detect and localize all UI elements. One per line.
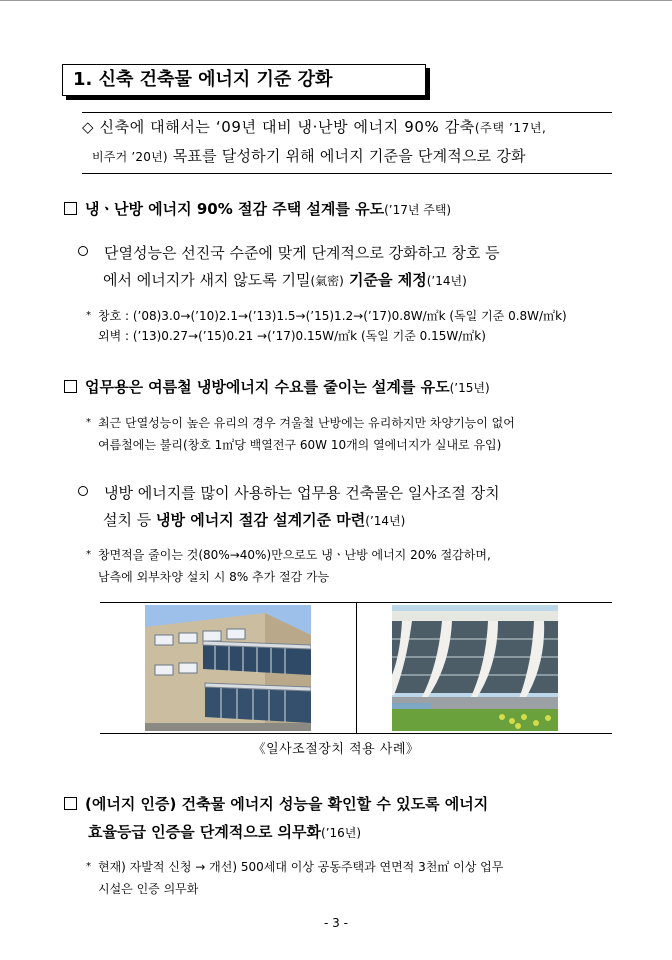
summary-box	[82, 112, 612, 174]
square-bullet-icon	[64, 202, 77, 215]
item1-heading	[64, 198, 451, 219]
item2-heading	[64, 376, 490, 397]
summary-line-2	[82, 142, 612, 171]
page-number: - 3 -	[324, 916, 348, 930]
summary-text-1b: (주택 ’17년,	[474, 121, 547, 135]
circle-bullet-icon	[78, 246, 88, 256]
item2-sub	[78, 480, 500, 535]
item1-sub	[78, 240, 500, 295]
summary-text-1: 신축에 대해서는 ‘09년 대비 냉·난방 에너지 90% 감축	[99, 118, 475, 136]
item2-note	[86, 412, 515, 456]
item3-heading	[64, 790, 488, 847]
circle-bullet-icon	[78, 486, 88, 496]
top-rule	[0, 0, 672, 1]
note-mark-icon: *	[86, 310, 91, 321]
item2-note2	[86, 544, 491, 588]
item2-sub-line1: 냉방 에너지를 많이 사용하는 업무용 건축물은 일사조절 장치	[78, 480, 500, 507]
item1-note-line1: * 창호 : (’08)3.0→(’10)2.1→(’13)1.5→(’15)1.2→(’17)0.8W/㎡k (독일 기준 0.8W/㎡k)	[86, 306, 567, 326]
example-photos	[100, 602, 612, 734]
summary-line-1	[82, 113, 612, 142]
item1-heading-text: 냉ㆍ난방 에너지 90% 절감 주택 설계를 유도	[85, 200, 385, 218]
item2-heading-text: 업무용은 여름철 냉방에너지 수요를 줄이는 설계를 유도	[85, 378, 450, 396]
item1-note-line2: 외벽 : (’13)0.27→(’15)0.21 →(’17)0.15W/㎡k (독일 기준 0.15W/㎡k)	[98, 329, 486, 343]
section-title: 1. 신축 건축물 에너지 기준 강화	[73, 69, 333, 90]
note-mark-icon: *	[86, 549, 91, 560]
item2-note2-line1: * 창면적을 줄이는 것(80%→40%)만으로도 냉ㆍ난방 에너지 20% 절감하며,	[86, 544, 491, 566]
item3-note-line1: * 현재) 자발적 신청 → 개선) 500세대 이상 공동주택과 연면적 3천㎡ 이상 업무	[86, 856, 503, 878]
item3-heading-line1: (에너지 인증) 건축물 에너지 성능을 확인할 수 있도록 에너지	[64, 790, 488, 818]
item3-heading-line2: 효율등급 인증을 단계적으로 의무화(’16년)	[88, 823, 362, 841]
item1-sub-line1: 단열성능은 선진국 수준에 맞게 단계적으로 강화하고 창호 등	[78, 240, 500, 267]
item3-note-line2: 시설은 인증 의무화	[98, 882, 199, 896]
diamond-bullet-icon: ◇	[82, 118, 95, 136]
summary-text-2a: 비주거 ’20년)	[92, 150, 168, 164]
item1-note	[86, 306, 567, 346]
item1-sub-line2: 에서 에너지가 새지 않도록 기밀(氣密) 기준을 제정(’14년)	[103, 271, 467, 289]
building-photo-shading-devices	[145, 605, 311, 731]
item2-note-line2: 여름철에는 불리(창호 1㎡당 백열전구 60W 10개의 열에너지가 실내로 유입)	[98, 438, 502, 452]
summary-text-2b: 목표를 달성하기 위해 에너지 기준을 단계적으로 강화	[167, 147, 526, 165]
square-bullet-icon	[64, 797, 77, 810]
photo-caption: 《일사조절장치 적용 사례》	[252, 742, 420, 757]
item3-note	[86, 856, 503, 900]
section-title-box	[62, 64, 426, 96]
item2-sub-line2: 설치 등 냉방 에너지 절감 설계기준 마련(’14년)	[103, 511, 406, 529]
item1-heading-year: (’17년 주택)	[384, 203, 452, 217]
building-photo-louvers	[392, 605, 558, 731]
note-mark-icon: *	[86, 861, 91, 872]
item2-heading-year: (’15년)	[449, 381, 490, 395]
item2-note2-line2: 남측에 외부차양 설치 시 8% 추가 절감 가능	[98, 570, 330, 584]
square-bullet-icon	[64, 380, 77, 393]
item2-note-line1: * 최근 단열성능이 높은 유리의 경우 겨울철 난방에는 유리하지만 차양기능이 없어	[86, 412, 515, 434]
note-mark-icon: *	[86, 417, 91, 428]
photo-divider	[356, 603, 357, 733]
